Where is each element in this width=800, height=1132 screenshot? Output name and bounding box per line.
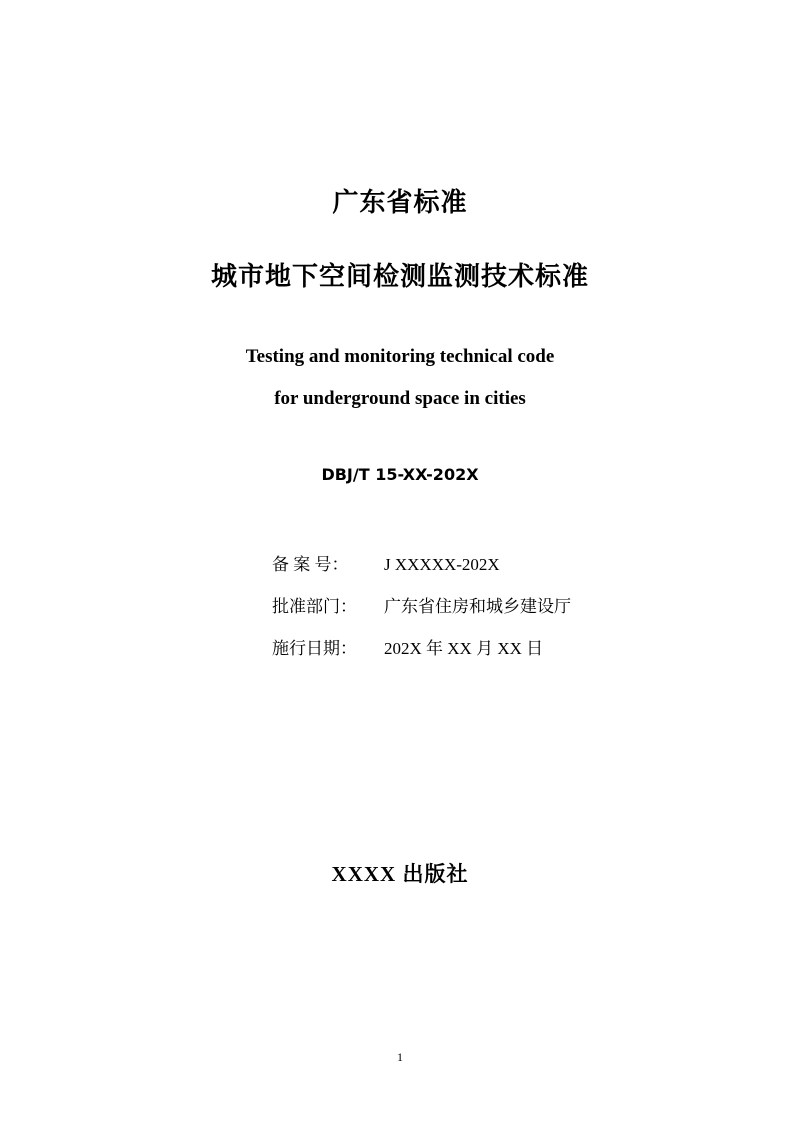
- metadata-row-filing-number: [272, 550, 692, 575]
- effective-date-label: 施行日期：: [272, 639, 357, 658]
- approval-department-label: 批准部门：: [272, 597, 357, 616]
- document-title-chinese: 城市地下空间检测监测技术标准: [210, 262, 589, 292]
- approval-department-value: 广东省住房和城乡建设厅: [384, 597, 571, 616]
- document-title-english-line1: Testing and monitoring technical code: [245, 346, 555, 367]
- page-number: 1: [397, 1050, 403, 1064]
- effective-date-value: 202X 年 XX 月 XX 日: [384, 639, 544, 658]
- publisher-name: XXXX 出版社: [331, 862, 469, 886]
- standard-code-number: DBJ/T 15-XX-202X: [321, 465, 479, 484]
- metadata-row-effective-date: [272, 634, 692, 659]
- metadata-row-approval-department: [272, 592, 692, 617]
- standard-issuer: 广东省标准: [332, 188, 468, 218]
- document-title-english-line2: for underground space in cities: [274, 388, 526, 409]
- document-metadata: [272, 550, 692, 676]
- filing-number-label: 备 案 号：: [272, 555, 349, 574]
- filing-number-value: J XXXXX-202X: [384, 555, 500, 574]
